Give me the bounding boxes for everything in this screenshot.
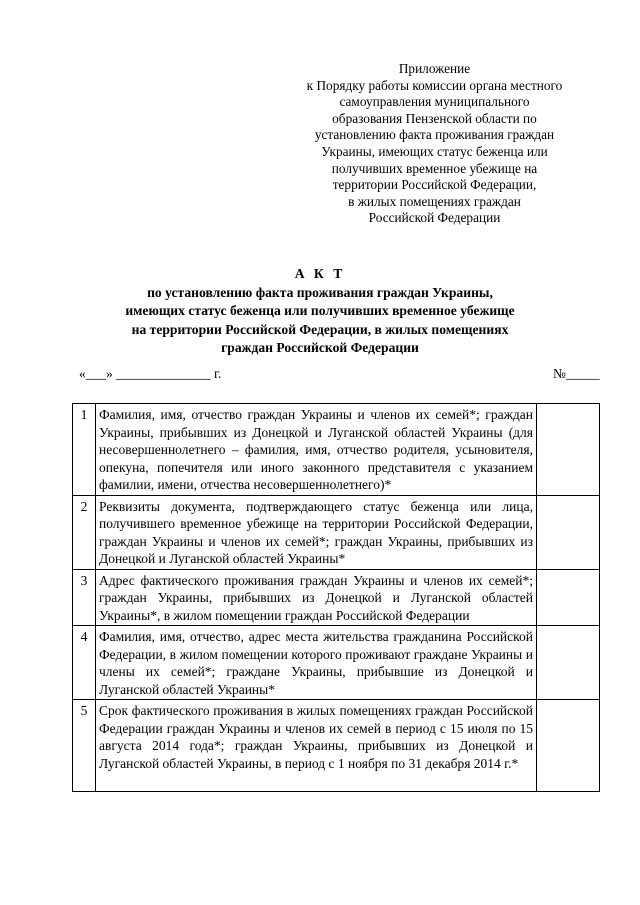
row-number: 2 bbox=[73, 495, 96, 569]
row-value-cell bbox=[537, 700, 600, 792]
row-number: 1 bbox=[73, 404, 96, 496]
table-row bbox=[73, 700, 600, 792]
row-number: 4 bbox=[73, 626, 96, 700]
act-date-field: «___» ______________ г. bbox=[79, 366, 222, 381]
row-value-cell bbox=[537, 569, 600, 626]
appendix-line: в жилых помещениях граждан bbox=[348, 193, 521, 209]
row-description: Фамилия, имя, отчество, адрес места жительства гражданина Российской Федерации, в жилом помещении которого проживают граждане Украины и члены их семей*; граждане Украины, прибывшие из Донецкой и Луганской областей Украины* bbox=[96, 626, 537, 700]
appendix-line: Российской Федерации bbox=[368, 210, 501, 226]
act-subtitle-line: по установлению факта проживания граждан Украины, bbox=[147, 284, 493, 300]
row-description: Срок фактического проживания в жилых помещениях граждан Российской Федерации граждан Украины и членов их семей в период с 15 июля по 15 августа 2014 года*; граждан Украины, прибывших из Донецкой и Луганской областей Украины, в период с 1 ноября по 31 декабря 2014 г.* bbox=[96, 700, 537, 792]
appendix-line: установлению факта проживания граждан bbox=[314, 127, 555, 143]
appendix-line: Приложение bbox=[398, 61, 471, 76]
row-value-cell bbox=[537, 495, 600, 569]
row-description: Реквизиты документа, подтверждающего статус беженца или лица, получившего временное убежище на территории Российской Федерации, граждан Украины и членов их семей*; граждан Украины, прибывших из Донецкой и Луганской областей Украины* bbox=[96, 495, 537, 569]
act-title bbox=[40, 265, 600, 358]
row-number: 5 bbox=[73, 700, 96, 792]
appendix-line: территории Российской Федерации, bbox=[332, 177, 537, 193]
table-row bbox=[73, 569, 600, 626]
appendix-line: образования Пензенской области по bbox=[332, 110, 537, 126]
table-row bbox=[73, 495, 600, 569]
row-number: 3 bbox=[73, 569, 96, 626]
row-description: Фамилия, имя, отчество граждан Украины и членов их семей*; граждан Украины, прибывших из Донецкой и Луганской областей Украины (для несовершеннолетнего – фамилия, имя, отчество родителя, усыновителя, опекуна, попечителя или иного законного представителя с указанием фамилии, имени, отчества несовершеннолетнего)* bbox=[96, 404, 537, 496]
appendix-line: самоуправления муниципального bbox=[339, 94, 530, 110]
act-table bbox=[72, 403, 600, 792]
appendix-line: к Порядку работы комиссии органа местного bbox=[306, 77, 563, 93]
table-row bbox=[73, 404, 600, 496]
table-row bbox=[73, 626, 600, 700]
act-subtitle-line: граждан Российской Федерации bbox=[221, 340, 419, 356]
row-value-cell bbox=[537, 404, 600, 496]
act-subtitle-line: на территории Российской Федерации, в жилых помещениях bbox=[131, 321, 509, 337]
act-subtitle-line: имеющих статус беженца или получивших временное убежище bbox=[125, 303, 515, 319]
appendix-line: Украины, имеющих статус беженца или bbox=[321, 143, 548, 159]
act-number-field: №_____ bbox=[553, 366, 600, 381]
act-heading: А К Т bbox=[294, 266, 346, 281]
row-value-cell bbox=[537, 626, 600, 700]
appendix-block bbox=[262, 61, 607, 227]
appendix-line: получивших временное убежище на bbox=[331, 160, 538, 176]
row-description: Адрес фактического проживания граждан Украины и членов их семей*; граждан Украины, прибывших из Донецкой и Луганской областей Украины*, в жилом помещении граждан Российской Федерации bbox=[96, 569, 537, 626]
